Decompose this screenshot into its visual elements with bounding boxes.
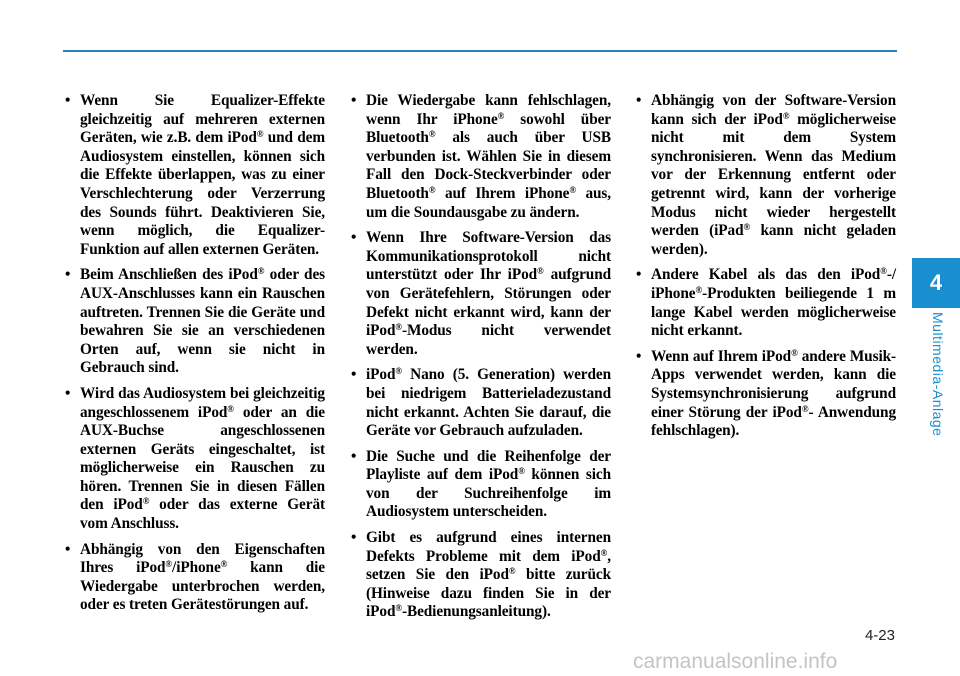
text-segment: /iPhone bbox=[172, 559, 221, 577]
bullet-item bbox=[349, 366, 611, 440]
registered-mark: ® bbox=[428, 129, 436, 140]
text-segment: Die Suche und die Reihenfolge der Playliste auf dem iPod bbox=[366, 447, 611, 484]
text-segment: aufgrund von Gerätefehlern, Störungen oder Defekt nicht erkannt wird, kann der iPod bbox=[366, 266, 612, 340]
registered-mark: ® bbox=[518, 466, 525, 477]
registered-mark: ® bbox=[600, 547, 608, 558]
text-segment: Nano (5. Generation) werden bei niedrigem Batterieladezustand nicht erkannt. Achten Sie darauf, die Geräte vor Gebrauch aufzuladen. bbox=[366, 366, 611, 440]
bullet-item bbox=[349, 529, 611, 622]
registered-mark: ® bbox=[395, 603, 402, 614]
text-segment: auf Ihrem iPhone bbox=[435, 184, 570, 202]
registered-mark: ® bbox=[257, 266, 265, 277]
text-segment: Wenn auf Ihrem iPod bbox=[651, 347, 792, 365]
text-segment: können sich von der Suchreihenfolge im Audiosystem unterscheiden. bbox=[366, 466, 611, 521]
text-segment: als auch über USB verbunden ist. Wählen Sie in diesem Fall den Dock-Steckverbinder oder Bluetooth bbox=[366, 129, 611, 202]
text-column-2 bbox=[349, 92, 611, 629]
text-column-1 bbox=[63, 92, 325, 622]
header-rule bbox=[63, 50, 897, 52]
text-segment: und dem Audiosystem einstellen, können sich die Effekte überlappen, was zu einer Verschlechterung oder Verzerrung des Sounds führt. Deaktivieren Sie, wenn möglich, die Equalizer-Funktion auf allen externen Geräten. bbox=[80, 129, 325, 258]
registered-mark: ® bbox=[537, 266, 544, 277]
registered-mark: ® bbox=[395, 366, 402, 377]
bullet-list bbox=[349, 92, 611, 622]
registered-mark: ® bbox=[142, 496, 150, 507]
text-segment: bitte zurück (Hinweise dazu finden Sie in der iPod bbox=[366, 566, 611, 621]
text-segment: oder das externe Gerät vom Anschluss. bbox=[80, 496, 325, 533]
text-segment: - Anwendung fehlschlagen). bbox=[651, 403, 896, 440]
bullet-item bbox=[634, 92, 896, 259]
text-segment: kann die Wiedergabe unterbrochen werden, oder es treten Gerätestörungen auf. bbox=[80, 559, 325, 614]
page-number: 4-23 bbox=[864, 627, 895, 644]
text-segment: sowohl über Bluetooth bbox=[366, 110, 611, 147]
bullet-item bbox=[63, 541, 325, 615]
registered-mark: ® bbox=[256, 129, 264, 140]
bullet-item bbox=[63, 266, 325, 378]
text-segment: -Bedienungsanleitung). bbox=[401, 603, 551, 621]
bullet-list bbox=[634, 92, 896, 441]
registered-mark: ® bbox=[497, 110, 505, 121]
text-segment: oder an die AUX-Buchse angeschlossenen externen Geräts eingeschaltet, ist möglicherweise ein Rauschen zu hören. Trennen Sie in diesen Fällen den iPod bbox=[80, 403, 325, 514]
text-segment: -Produkten beiliegende 1 m lange Kabel werden möglicherweise nicht erkannt. bbox=[651, 284, 896, 340]
bullet-item bbox=[349, 229, 611, 359]
text-segment: Beim Anschließen des iPod bbox=[80, 266, 258, 284]
text-segment: Gibt es aufgrund eines internen Defekts Probleme mit dem iPod bbox=[366, 529, 611, 565]
registered-mark: ® bbox=[569, 184, 576, 195]
text-segment: aus, um die Soundausgabe zu ändern. bbox=[366, 184, 611, 221]
text-segment: Abhängig von den Eigenschaften Ihres iPod bbox=[80, 540, 325, 577]
registered-mark: ® bbox=[801, 403, 809, 414]
registered-mark: ® bbox=[508, 566, 516, 577]
text-segment: Wird das Audiosystem bei gleichzeitig angeschlossenem iPod bbox=[80, 384, 325, 421]
registered-mark: ® bbox=[165, 559, 173, 570]
text-segment: Wenn Ihre Software-Version das Kommunikationsprotokoll nicht unterstützt oder Ihr iPod bbox=[366, 229, 611, 284]
registered-mark: ® bbox=[743, 222, 751, 233]
bullet-item bbox=[63, 92, 325, 259]
text-column-3 bbox=[634, 92, 896, 448]
bullet-item bbox=[63, 385, 325, 534]
registered-mark: ® bbox=[695, 284, 703, 295]
chapter-number-tab: 4 bbox=[912, 258, 960, 308]
registered-mark: ® bbox=[428, 184, 436, 195]
text-segment: kann nicht geladen werden). bbox=[651, 222, 896, 258]
chapter-title: Multimedia-Anlage bbox=[930, 312, 946, 437]
text-segment: -Modus nicht verwendet werden. bbox=[366, 322, 611, 358]
registered-mark: ® bbox=[880, 266, 887, 277]
text-segment: Andere Kabel als das den iPod bbox=[651, 266, 881, 284]
text-segment: oder des AUX-Anschlusses kann ein Rauschen auftreten. Trennen Sie die Geräte und bewahren Sie sie an verschiedenen Orten auf, wenn sie nicht in Gebrauch sind. bbox=[80, 266, 325, 377]
text-segment: -/ iPhone bbox=[651, 266, 896, 302]
text-segment: iPod bbox=[366, 366, 396, 384]
bullet-item bbox=[349, 448, 611, 522]
registered-mark: ® bbox=[220, 559, 228, 570]
bullet-item bbox=[634, 266, 896, 340]
registered-mark: ® bbox=[395, 322, 402, 333]
registered-mark: ® bbox=[227, 403, 234, 414]
text-segment: Abhängig von der Software-Version kann sich der iPod bbox=[651, 92, 896, 128]
text-segment: Die Wiedergabe kann fehlschlagen, wenn Ihr iPhone bbox=[366, 92, 611, 128]
registered-mark: ® bbox=[782, 110, 790, 121]
watermark: carmanualsonline.info bbox=[633, 650, 838, 673]
text-segment: andere Musik-Apps verwendet werden, kann die Systemsynchronisierung aufgrund einer Störung der iPod bbox=[651, 347, 896, 421]
bullet-list bbox=[63, 92, 325, 615]
text-segment: Wenn Sie Equalizer-Effekte gleichzeitig auf mehreren externen Geräten, wie z.B. dem iPod bbox=[80, 92, 325, 147]
text-segment: möglicherweise nicht mit dem System synchronisieren. Wenn das Medium vor der Erkennung entfernt oder getrennt wird, kann der vorherige Modus nicht wieder hergestellt werden (iPad bbox=[651, 110, 896, 240]
text-segment: , setzen Sie den iPod bbox=[366, 547, 611, 584]
registered-mark: ® bbox=[791, 347, 798, 358]
bullet-item bbox=[634, 348, 896, 441]
bullet-item bbox=[349, 92, 611, 222]
